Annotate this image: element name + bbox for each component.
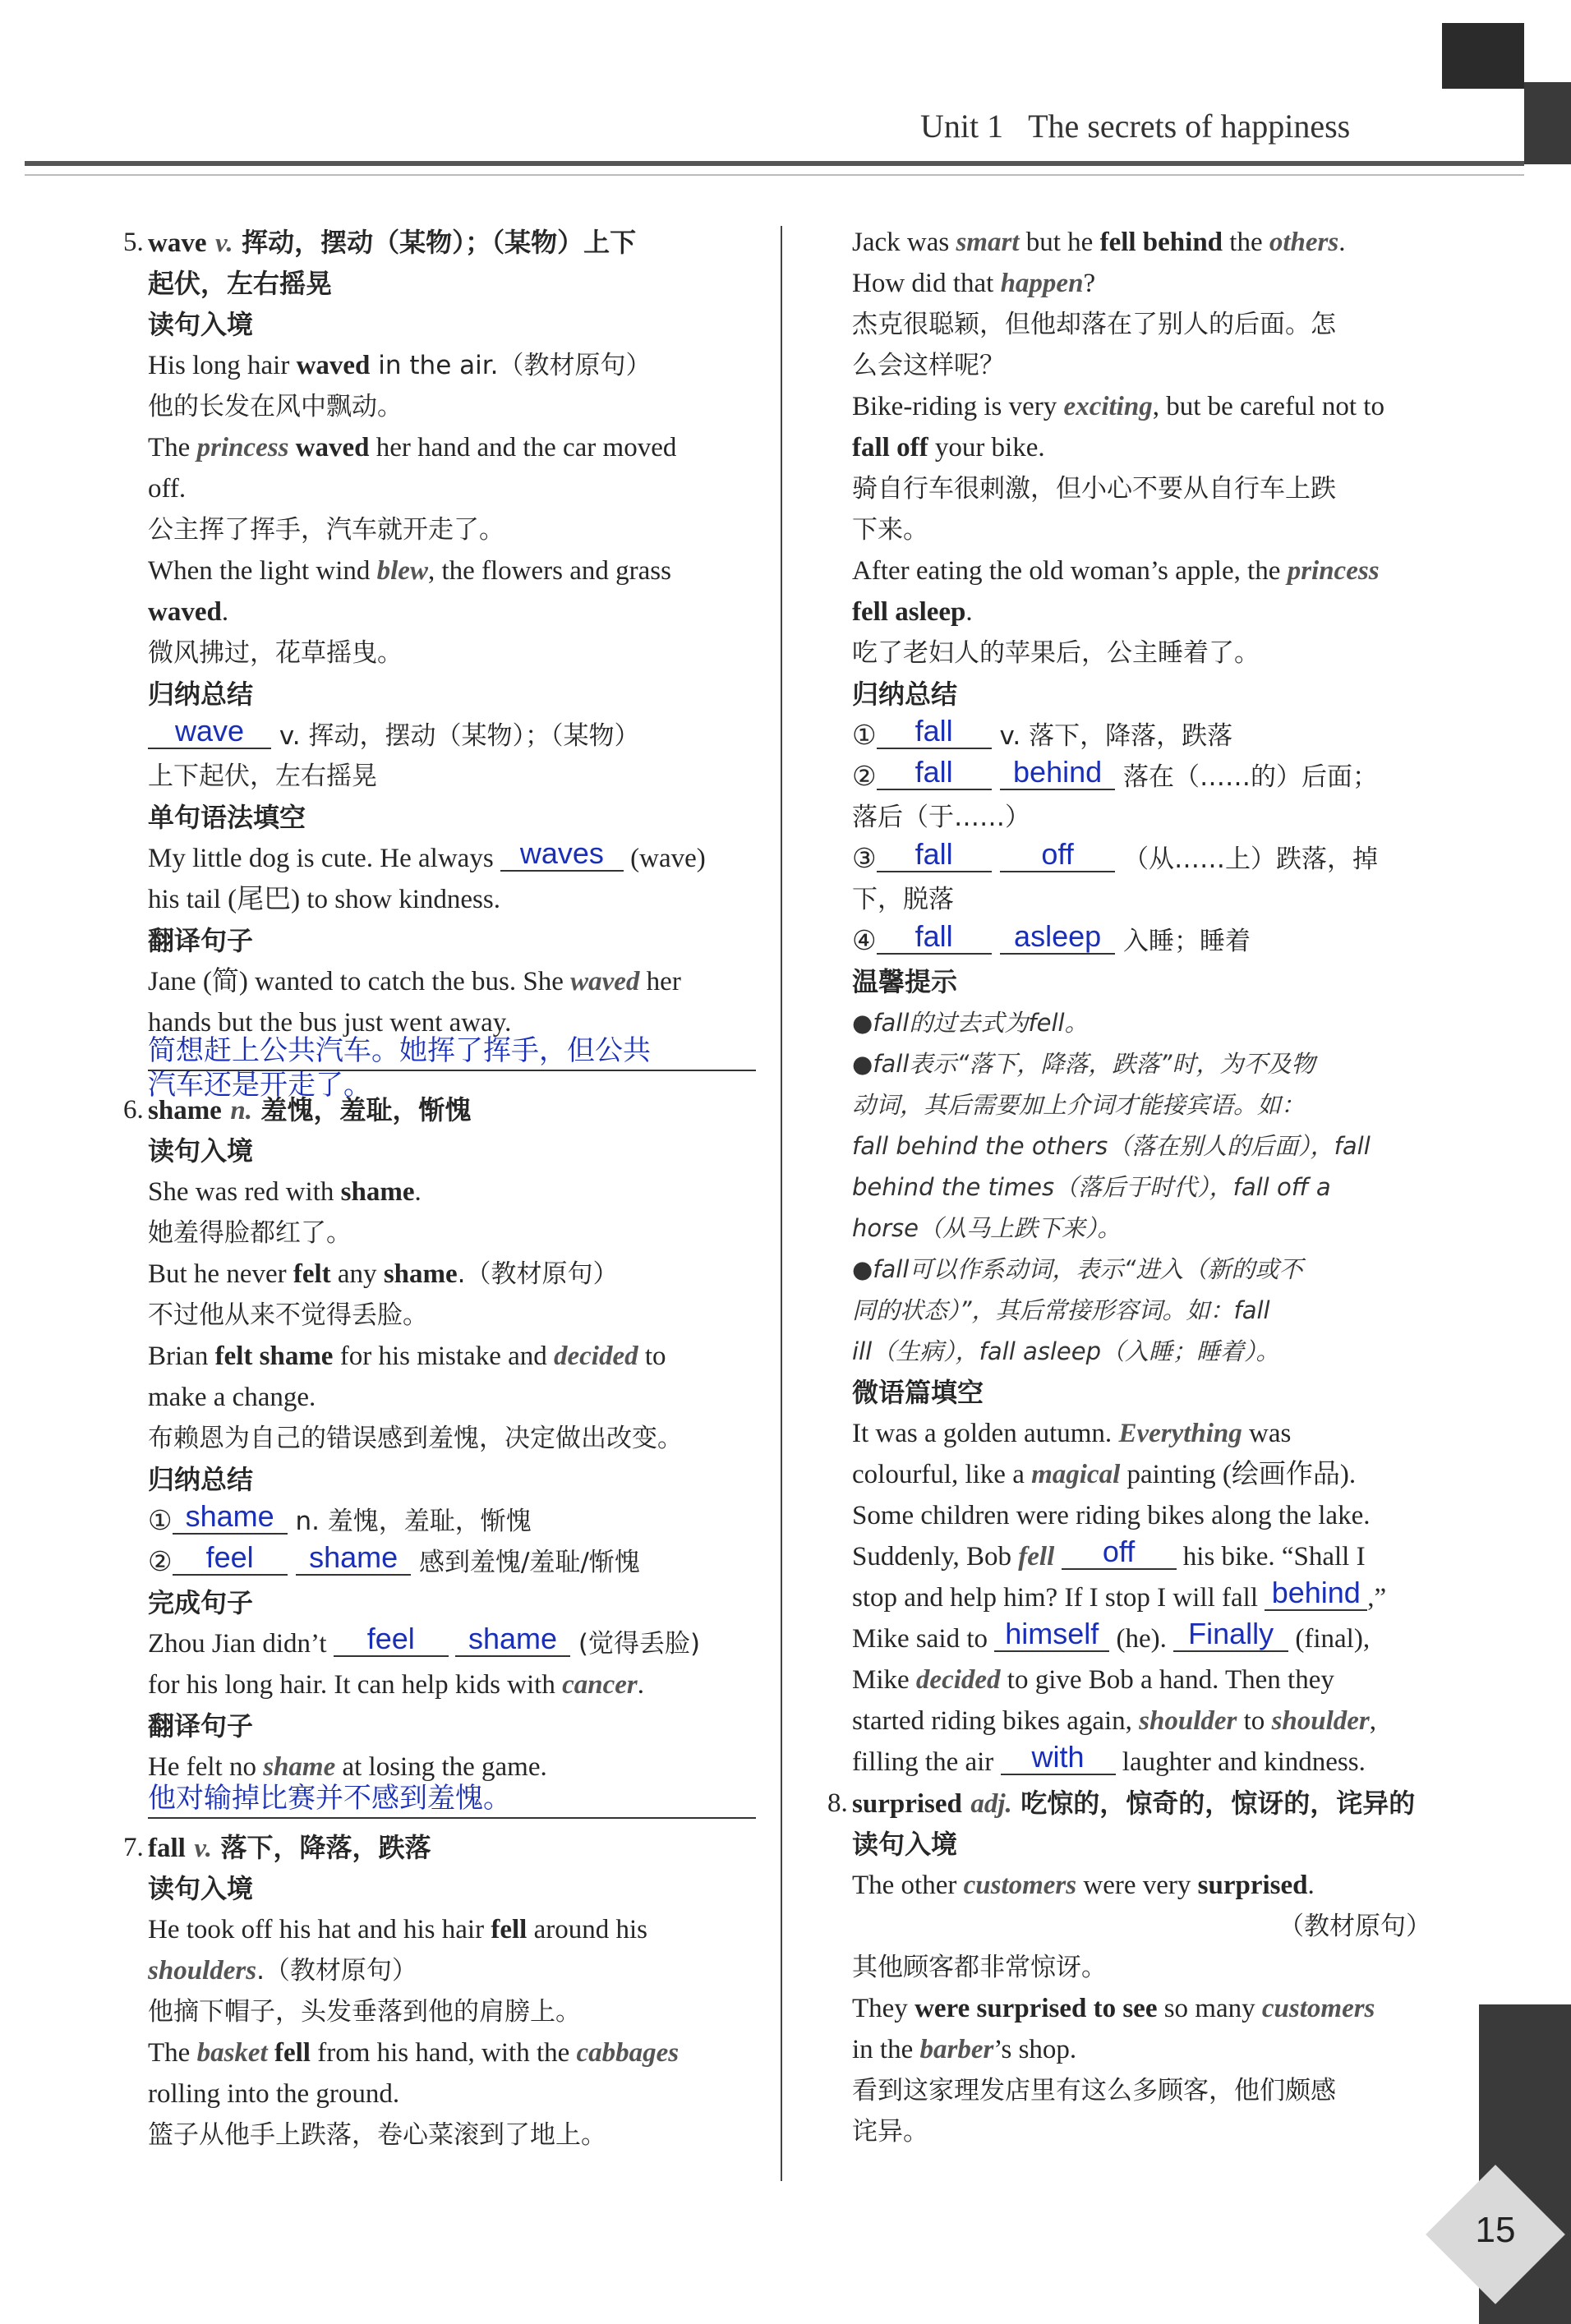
section-cloze: 微语篇填空: [852, 1377, 984, 1408]
header-rule: [25, 161, 1524, 166]
entry-shame-title: 6. shame n. 羞愧，羞耻，惭愧: [123, 1094, 472, 1125]
answer-blank[interactable]: waves: [500, 837, 624, 872]
sentence-translation: 微风拂过，花草摇曳。: [148, 638, 403, 668]
entry-wave-def-cont: 起伏，左右摇晃: [148, 268, 333, 299]
sentence-translation: 么会这样呢？: [852, 351, 1005, 380]
sentence-cont: shoulders.（教材原句）: [148, 1956, 417, 1986]
tip-line: behind the times（落后于时代），fall off a: [852, 1173, 1331, 1201]
exercise-line: Jane (简) wanted to catch the bus. She waved her: [148, 967, 681, 996]
tip-line: ●fall可以作系动词，表示“进入（新的或不: [852, 1255, 1303, 1283]
section-complete: 完成句子: [148, 1587, 254, 1618]
answer-blank[interactable]: behind: [1000, 756, 1115, 790]
cloze-line: filling the air with laughter and kindness.: [852, 1740, 1366, 1777]
sentence-cont: How did that happen?: [852, 269, 1096, 298]
tip-line: ●fall的过去式为fell。: [852, 1009, 1089, 1037]
entry-surprised-title: 8. surprised adj. 吃惊的，惊奇的，惊讶的，诧异的: [827, 1788, 1416, 1819]
sentence-cont: off.: [148, 474, 187, 504]
sentence-cont: in the barber’s shop.: [852, 2035, 1077, 2064]
source-note: （教材原句）: [1278, 1912, 1431, 1941]
summary-line: ① fall v. 落下，降落，跌落: [852, 714, 1233, 751]
sentence-translation: 篮子从他手上跌落，卷心菜滚到了地上。: [148, 2120, 606, 2150]
answer-line[interactable]: 汽车还是开走了。: [148, 1069, 371, 1102]
sentence-translation: 杰克很聪颖，但他却落在了别人的后面。怎: [852, 310, 1336, 339]
answer-blank[interactable]: himself: [994, 1618, 1109, 1652]
sentence-translation: 下来。: [852, 515, 928, 545]
sentence-translation: 公主挥了挥手，汽车就开走了。: [148, 515, 504, 545]
answer-blank[interactable]: asleep: [1000, 920, 1115, 955]
summary-line-cont: 落后（于……）: [852, 803, 1030, 832]
answer-blank[interactable]: feel: [334, 1622, 449, 1657]
summary-line: wave v. 挥动，摆动（某物）；（某物）: [148, 715, 756, 756]
sentence: They were surprised to see so many customers: [852, 1994, 1375, 2023]
answer-line[interactable]: 简想赶上公共汽车。她挥了挥手，但公共: [148, 1032, 756, 1071]
exercise-line-cont: hands but the bus just went away.: [148, 1008, 512, 1038]
exercise-line: He felt no shame at losing the game.: [148, 1752, 547, 1782]
answer-blank[interactable]: fall: [877, 920, 992, 955]
sentence-translation: 其他顾客都非常惊讶。: [852, 1953, 1107, 1982]
sentence: The basket fell from his hand, with the cabbages: [148, 2038, 680, 2068]
answer-blank[interactable]: shame: [173, 1500, 288, 1535]
column-divider: [781, 226, 782, 2181]
summary-line: ① shame n. 羞愧，羞耻，惭愧: [148, 1499, 532, 1536]
section-read: 读句入境: [148, 1873, 254, 1904]
section-summary: 归纳总结: [148, 679, 254, 710]
sentence-cont: fall off your bike.: [852, 433, 1045, 462]
sentence: The other customers were very surprised.: [852, 1871, 1315, 1900]
exercise-line-cont: for his long hair. It can help kids with cancer.: [148, 1670, 644, 1700]
sentence-translation: 她羞得脸都红了。: [148, 1218, 352, 1248]
answer-blank[interactable]: with: [1001, 1741, 1116, 1775]
entry-fall-title: 7. fall v. 落下，降落，跌落: [123, 1832, 431, 1863]
cloze-line: Mike decided to give Bob a hand. Then they: [852, 1665, 1334, 1695]
exercise-line: My little dog is cute. He always waves (wave): [148, 836, 706, 873]
header-rule-thin: [25, 174, 1524, 176]
summary-line-cont: 下，脱落: [852, 885, 954, 914]
cloze-line: Suddenly, Bob fell off his bike. “Shall I: [852, 1535, 1366, 1572]
section-read: 读句入境: [148, 309, 254, 340]
page-number: 15: [1475, 2210, 1516, 2250]
summary-line: ② fall behind 落在（……的）后面；: [852, 755, 1378, 792]
sentence: He took off his hat and his hair fell around his: [148, 1915, 647, 1944]
tip-line: horse（从马上跌下来）。: [852, 1214, 1122, 1242]
sentence: His long hair waved in the air.（教材原句）: [148, 351, 652, 380]
sentence-translation: 看到这家理发店里有这么多顾客，他们颇感: [852, 2076, 1336, 2105]
answer-blank[interactable]: wave: [148, 715, 271, 749]
summary-line: ④ fall asleep 入睡；睡着: [852, 919, 1251, 956]
sentence: Jack was smart but he fell behind the others.: [852, 228, 1346, 257]
tip-line: fall behind the others（落在别人的后面），fall: [852, 1132, 1371, 1160]
section-summary: 归纳总结: [148, 1464, 254, 1495]
sentence-cont: fell asleep.: [852, 597, 973, 627]
sentence-cont: waved.: [148, 597, 229, 627]
cloze-line: Mike said to himself (he). Finally (final),: [852, 1617, 1371, 1654]
sentence-translation: 吃了老妇人的苹果后，公主睡着了。: [852, 638, 1260, 668]
summary-line: ② feel shame 感到羞愧/羞耻/惭愧: [148, 1540, 640, 1577]
tip-line: 同的状态）”，其后常接形容词。如：fall: [852, 1296, 1270, 1324]
sentence: Brian felt shame for his mistake and decided to: [148, 1341, 666, 1371]
sentence: She was red with shame.: [148, 1177, 422, 1207]
cloze-line: Some children were riding bikes along the lake.: [852, 1501, 1371, 1530]
exercise-line: Zhou Jian didn’t feel shame (觉得丢脸): [148, 1622, 701, 1659]
answer-blank[interactable]: fall: [877, 756, 992, 790]
sentence-translation: 不过他从来不觉得丢脸。: [148, 1300, 428, 1330]
sentence-cont: rolling into the ground.: [148, 2079, 400, 2109]
cloze-line: It was a golden autumn. Everything was: [852, 1419, 1292, 1448]
left-column: [123, 222, 756, 2156]
sentence: The princess waved her hand and the car moved: [148, 433, 677, 462]
section-read: 读句入境: [148, 1135, 254, 1167]
sentence-translation: 骑自行车很刺激，但小心不要从自行车上跌: [852, 474, 1336, 504]
section-grammar: 单句语法填空: [148, 802, 306, 833]
answer-blank[interactable]: feel: [173, 1541, 288, 1576]
sentence: But he never felt any shame.（教材原句）: [148, 1259, 619, 1289]
cloze-line: started riding bikes again, shoulder to shoulder,: [852, 1706, 1377, 1736]
running-header: [920, 107, 1350, 145]
right-column: [827, 222, 1431, 2152]
section-summary: 归纳总结: [852, 679, 958, 710]
answer-blank[interactable]: fall: [877, 715, 992, 749]
answer-blank[interactable]: shame: [296, 1541, 411, 1576]
summary-line: ③ fall off （从……上）跌落，掉: [852, 837, 1378, 874]
answer-line[interactable]: 他对输掉比赛并不感到羞愧。: [148, 1779, 756, 1819]
sentence: When the light wind blew, the flowers and grass: [148, 556, 671, 586]
answer-blank[interactable]: off: [1000, 838, 1115, 872]
section-translate: 翻译句子: [148, 925, 254, 956]
exercise-line-cont: his tail (尾巴) to show kindness.: [148, 885, 500, 914]
answer-blank[interactable]: off: [1062, 1535, 1177, 1570]
summary-line-cont: 上下起伏，左右摇晃: [148, 762, 377, 791]
tip-line: ill（生病），fall asleep（入睡；睡着）。: [852, 1337, 1280, 1365]
tip-line: ●fall表示“落下，降落，跌落”时，为不及物: [852, 1050, 1315, 1078]
edge-bar: [1524, 82, 1571, 164]
sentence-translation: 布赖恩为自己的错误感到羞愧，决定做出改变。: [148, 1424, 683, 1453]
answer-blank[interactable]: Finally: [1173, 1618, 1288, 1652]
unit-label: Unit 1: [920, 108, 1004, 145]
unit-title: The secrets of happiness: [1028, 108, 1351, 145]
corner-tab-top: [1442, 23, 1524, 89]
sentence-translation: 他的长发在风中飘动。: [148, 392, 403, 421]
answer-blank[interactable]: shame: [455, 1622, 570, 1657]
answer-blank[interactable]: behind: [1265, 1576, 1367, 1611]
cloze-line: stop and help him? If I stop I will fall behind ,”: [852, 1576, 1387, 1613]
sentence-translation: 他摘下帽子，头发垂落到他的肩膀上。: [148, 1997, 581, 2027]
entry-wave-title: 5. wave v. 挥动，摆动（某物）；（某物）上下: [123, 227, 637, 258]
tip-line: 动词，其后需要加上介词才能接宾语。如：: [852, 1091, 1306, 1119]
sentence: After eating the old woman’s apple, the princess: [852, 556, 1380, 586]
sentence-translation: 诧异。: [852, 2117, 928, 2147]
section-tip: 温馨提示: [852, 966, 958, 997]
answer-blank[interactable]: fall: [877, 838, 992, 872]
section-translate: 翻译句子: [148, 1710, 254, 1742]
sentence: Bike-riding is very exciting, but be careful not to: [852, 392, 1384, 421]
cloze-line: colourful, like a magical painting (绘画作品).: [852, 1460, 1357, 1489]
sentence-cont: make a change.: [148, 1383, 316, 1412]
section-read: 读句入境: [852, 1829, 958, 1860]
